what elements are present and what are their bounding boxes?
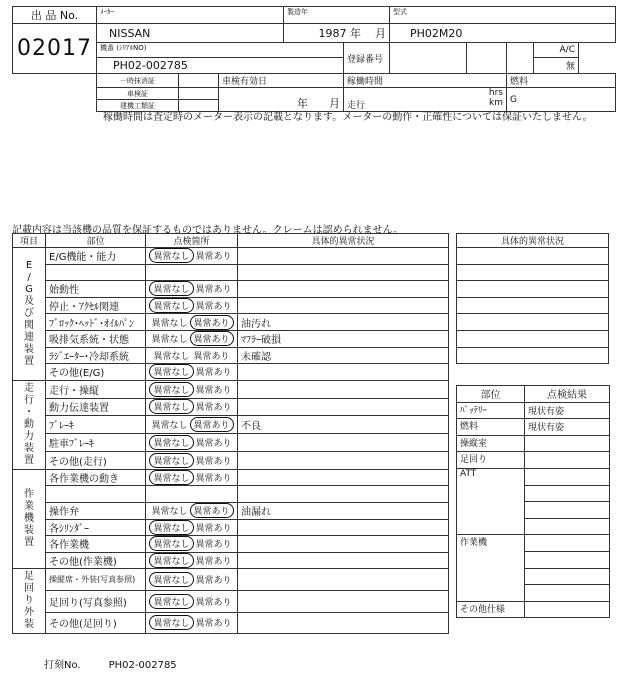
part-name [46, 264, 146, 281]
result-part: ﾊﾞｯﾃﾘｰ [457, 402, 525, 419]
registration-cell-3 [507, 43, 534, 74]
status-ng: 異常あり [195, 252, 232, 263]
status-ok: 異常なし [149, 553, 193, 568]
status-ok: 異常なし [149, 298, 193, 313]
table-row [13, 380, 449, 398]
part-name: 吸排気系統・状態 [46, 330, 146, 347]
part-name: その他(作業機) [46, 552, 146, 569]
model-value: PH02M20 [390, 24, 616, 43]
issue-detail [238, 281, 449, 298]
result-value [525, 435, 610, 452]
status-ok: 異常なし [149, 572, 193, 587]
category-drive: 走 行 ・ 動 力 装 置 [13, 380, 46, 469]
table-row [13, 612, 449, 634]
part-name: その他(足回り) [46, 612, 146, 634]
result-table [456, 385, 610, 618]
check-status [146, 569, 238, 591]
part-name: 各ｼﾘﾝﾀﾞｰ [46, 519, 146, 536]
col-header-category: 項目 [13, 234, 46, 248]
registration-cell-2 [467, 43, 507, 74]
issue-detail: 未確認 [238, 347, 449, 364]
extra-detail-cell [457, 347, 609, 364]
status-ng: 異常あり [195, 403, 232, 414]
issue-detail: 油漏れ [238, 502, 449, 519]
result-value [525, 535, 610, 552]
status-ng: 異常あり [195, 368, 232, 379]
issue-detail [238, 590, 449, 612]
status-ng: 異常あり [195, 576, 232, 587]
status-ok: 異常なし [151, 335, 188, 346]
status-ng: 異常あり [195, 474, 232, 485]
inspection-expiry-label: 車検有効日 [219, 74, 344, 88]
status-ng: 異常あり [195, 439, 232, 450]
part-name: 操作弁 [46, 502, 146, 519]
part-name: その他(E/G) [46, 364, 146, 381]
col-header-detail: 具体的異常状況 [238, 234, 449, 248]
result-part: 燃料 [457, 419, 525, 436]
issue-detail [238, 569, 449, 591]
check-status [146, 248, 238, 265]
table-row [13, 248, 449, 265]
table-row [13, 519, 449, 536]
status-ok: 異常なし [151, 318, 188, 329]
result-row [457, 402, 610, 419]
result-value [525, 518, 610, 535]
check-status [146, 536, 238, 553]
result-part: 作業機 [457, 535, 525, 601]
vehicle-header-table [12, 6, 616, 112]
status-ok: 異常なし [149, 520, 193, 535]
result-value [525, 601, 610, 618]
status-ok: 異常なし [149, 615, 193, 630]
status-ng: 異常あり [193, 351, 230, 362]
extra-detail-table [456, 233, 609, 364]
issue-detail [238, 434, 449, 452]
hours-label: 稼働時間 [344, 74, 507, 88]
status-ng: 異常あり [195, 597, 232, 608]
status-ok: 異常なし [149, 470, 193, 485]
exhibit-number: 02017 [13, 24, 97, 74]
category-work: 作 業 機 装 置 [13, 469, 46, 569]
status-ok: 異常なし [149, 453, 193, 468]
status-ng: 異常あり [190, 315, 234, 330]
status-ng: 異常あり [190, 503, 234, 518]
category-feet: 足 回 り 外 装 [13, 569, 46, 634]
status-ng: 異常あり [195, 523, 232, 534]
maker-label: ﾒｰｶｰ [97, 7, 284, 24]
extra-detail-row [457, 281, 609, 298]
extra-detail-row [457, 330, 609, 347]
issue-detail [238, 519, 449, 536]
issue-detail [238, 536, 449, 553]
table-row [13, 569, 449, 591]
temp-permit-label: 一時抹消証 [97, 74, 179, 88]
maker-value: NISSAN [97, 24, 284, 43]
extra-detail-row [457, 248, 609, 265]
result-value [525, 568, 610, 585]
issue-detail [238, 380, 449, 398]
extra-detail-cell [457, 264, 609, 281]
result-row [457, 435, 610, 452]
check-status [146, 612, 238, 634]
quality-disclaimer: 記載内容は当該機の品質を保証するものではありません。クレームは認められません。 [12, 225, 404, 236]
part-name: 停止・ｱｸｾﾙ関連 [46, 297, 146, 314]
check-status [146, 347, 238, 364]
table-row [13, 434, 449, 452]
check-status [146, 380, 238, 398]
result-row [457, 419, 610, 436]
hours-disclaimer: 稼働時間は査定時のメーター表示の記載となります。メーターの動作・正確性については保証いたしません。 [103, 112, 593, 123]
hours-unit: hrs [488, 88, 503, 98]
check-status [146, 434, 238, 452]
issue-detail [238, 297, 449, 314]
part-name: E/G機能・能力 [46, 248, 146, 265]
result-part: 操縦室 [457, 435, 525, 452]
table-row [13, 451, 449, 469]
result-part: ATT [457, 468, 525, 534]
issue-detail [238, 398, 449, 416]
part-name: 走行・操縦 [46, 380, 146, 398]
part-name: 始動性 [46, 281, 146, 298]
status-ok: 異常なし [149, 536, 193, 551]
table-row [13, 347, 449, 364]
check-status [146, 330, 238, 347]
issue-detail: 不良 [238, 416, 449, 434]
check-status [146, 314, 238, 331]
result-value [525, 452, 610, 469]
table-row [13, 281, 449, 298]
result-value [525, 468, 610, 485]
check-status [146, 552, 238, 569]
table-row [13, 264, 449, 281]
status-ok: 異常なし [149, 248, 193, 263]
stamp-label: 打刻No. [44, 660, 81, 671]
result-row [457, 601, 610, 618]
result-part: その他仕様 [457, 601, 525, 618]
extra-detail-cell [457, 297, 609, 314]
check-status [146, 281, 238, 298]
extra-detail-cell [457, 281, 609, 298]
status-ok: 異常なし [151, 507, 188, 518]
check-status [146, 451, 238, 469]
extra-detail-header: 具体的異常状況 [457, 234, 609, 248]
issue-detail [238, 451, 449, 469]
check-status [146, 264, 238, 281]
stamp-value: PH02-002785 [108, 660, 177, 671]
construction-cert-label: 建機工類証 [97, 100, 179, 112]
serial-label: 機番 (ｼﾘｱﾙNO) [97, 43, 344, 58]
extra-detail-cell [457, 330, 609, 347]
result-row [457, 535, 610, 552]
check-status [146, 297, 238, 314]
issue-detail [238, 248, 449, 265]
result-header-result: 点検結果 [525, 386, 610, 403]
result-row [457, 468, 610, 485]
issue-detail [238, 469, 449, 486]
status-ok: 異常なし [151, 421, 188, 432]
issue-detail [238, 364, 449, 381]
ac-label: A/C [534, 43, 579, 58]
check-status [146, 398, 238, 416]
check-status [146, 364, 238, 381]
inspection-expiry-value: 年 月 [219, 88, 344, 112]
fuel-value: G [507, 88, 616, 112]
status-ok: 異常なし [153, 351, 190, 362]
check-status [146, 486, 238, 503]
table-row [13, 416, 449, 434]
status-ng: 異常あり [195, 540, 232, 551]
registration-label: 登録番号 [344, 43, 390, 74]
status-ok: 異常なし [149, 594, 193, 609]
extra-detail-row [457, 347, 609, 364]
table-row [13, 364, 449, 381]
status-ok: 異常なし [149, 435, 193, 450]
result-value [525, 502, 610, 519]
extra-detail-row [457, 314, 609, 331]
serial-value: PH02-002785 [97, 58, 344, 74]
part-name: ﾗｼﾞｴｰﾀｰ･冷却系統 [46, 347, 146, 364]
registration-cell-1 [390, 43, 467, 74]
ac-value: 無 [534, 58, 579, 74]
result-row [457, 452, 610, 469]
extra-detail-row [457, 297, 609, 314]
check-status [146, 590, 238, 612]
check-status [146, 416, 238, 434]
status-ok: 異常なし [149, 382, 193, 397]
part-name: 操縦席・外装(写真参照) [46, 569, 146, 591]
issue-detail: 油汚れ [238, 314, 449, 331]
status-ng: 異常あり [190, 417, 234, 432]
category-eg: E / G 及 び 関 連 装 置 [13, 248, 46, 381]
stamp-number [44, 656, 205, 671]
issue-detail [238, 612, 449, 634]
table-row [13, 469, 449, 486]
fuel-label: 燃料 [507, 74, 616, 88]
part-name: ﾌﾞﾚｰｷ [46, 416, 146, 434]
inspection-cert-label: 車検証 [97, 88, 179, 100]
result-value [525, 485, 610, 502]
status-ok: 異常なし [149, 364, 193, 379]
table-row [13, 502, 449, 519]
inspection-table [12, 233, 449, 634]
result-value [525, 551, 610, 568]
year-label: 製造年 [284, 7, 390, 24]
col-header-part: 部位 [46, 234, 146, 248]
issue-detail [238, 264, 449, 281]
col-header-check: 点検箇所 [146, 234, 238, 248]
part-name: 各作業機の動き [46, 469, 146, 486]
status-ng: 異常あり [195, 456, 232, 467]
table-row [13, 398, 449, 416]
km-label: 走行 [347, 101, 366, 111]
status-ng: 異常あり [195, 302, 232, 313]
model-label: 型式 [390, 7, 616, 24]
part-name: ﾌﾞﾛｯｸ･ﾍｯﾄﾞ･ｵｲﾙﾊﾟﾝ [46, 314, 146, 331]
result-header-part: 部位 [457, 386, 525, 403]
status-ok: 異常なし [149, 399, 193, 414]
table-row [13, 330, 449, 347]
check-status [146, 519, 238, 536]
status-ng: 異常あり [190, 331, 234, 346]
status-ng: 異常あり [195, 385, 232, 396]
result-value: 現状有姿 [525, 402, 610, 419]
issue-detail: ﾏﾌﾗｰ破損 [238, 330, 449, 347]
extra-detail-cell [457, 248, 609, 265]
check-status [146, 469, 238, 486]
part-name [46, 486, 146, 503]
km-unit: km [489, 98, 503, 108]
status-ng: 異常あり [195, 557, 232, 568]
issue-detail [238, 552, 449, 569]
part-name: 動力伝達装置 [46, 398, 146, 416]
table-row [13, 536, 449, 553]
exhibit-label: 出 品 No. [13, 7, 97, 24]
status-ng: 異常あり [195, 619, 232, 630]
status-ng: 異常あり [195, 285, 232, 296]
result-value: 現状有姿 [525, 419, 610, 436]
extra-detail-cell [457, 314, 609, 331]
table-row [13, 486, 449, 503]
part-name: その他(走行) [46, 451, 146, 469]
table-row [13, 552, 449, 569]
part-name: 駐車ﾌﾞﾚｰｷ [46, 434, 146, 452]
part-name: 足回り(写真参照) [46, 590, 146, 612]
extra-detail-row [457, 264, 609, 281]
part-name: 各作業機 [46, 536, 146, 553]
result-value [525, 585, 610, 602]
status-ok: 異常なし [149, 281, 193, 296]
table-row [13, 297, 449, 314]
table-row [13, 590, 449, 612]
table-row [13, 314, 449, 331]
check-status [146, 502, 238, 519]
issue-detail [238, 486, 449, 503]
year-value: 1987 年 月 [284, 24, 390, 43]
result-part: 足回り [457, 452, 525, 469]
